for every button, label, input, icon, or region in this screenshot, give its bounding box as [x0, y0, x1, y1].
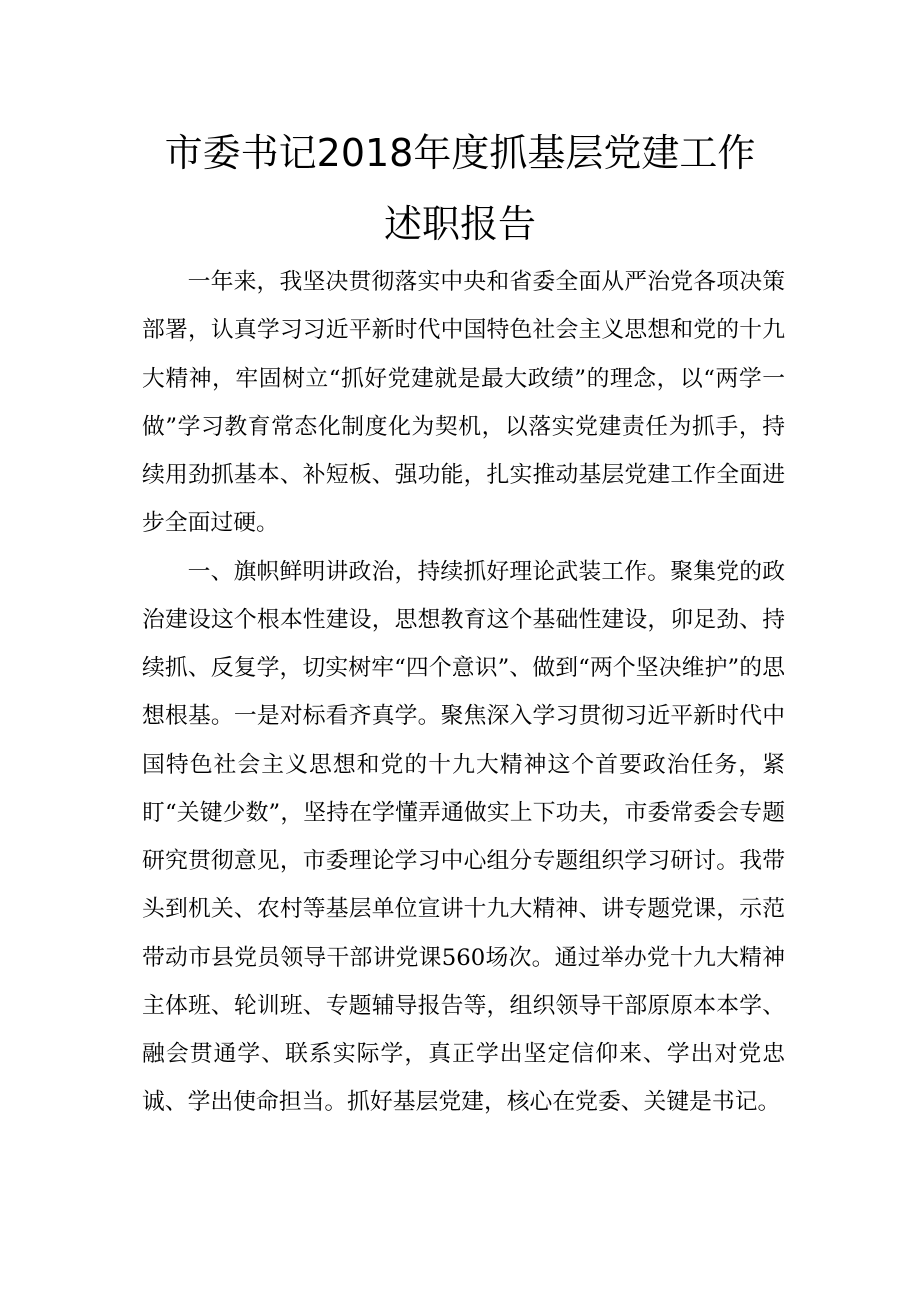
paragraph-section-1: 一、旗帜鲜明讲政治，持续抓好理论武装工作。聚集党的政治建设这个根本性建设，思想教育这个基础性建设，卯足劲、持续抓、反复学，切实树牢“四个意识”、做到“两个坚决维护”的思想根基。一是对标看齐真学。聚焦深入学习贯彻习近平新时代中国特色社会主义思想和党的十九大精神这个首要政治任务，紧盯“关键少数”，坚持在学懂弄通做实上下功夫，市委常委会专题研究贯彻意见，市委理论学习中心组分专题组织学习研讨。我带头到机关、农村等基层单位宣讲十九大精神、讲专题党课，示范带动市县党员领导干部讲党课560场次。通过举办党十九大精神主体班、轮训班、专题辅导报告等，组织领导干部原原本本学、融会贯通学、联系实际学，真正学出坚定信仰来、学出对党忠诚、学出使命担当。抓好基层党建，核心在党委、关键是书记。: [142, 558, 785, 1116]
document-body: [142, 258, 785, 1127]
document-title-line-2: 述职报告: [383, 202, 536, 246]
document-title-line-1: 市委书记2018年度抓基层党建工作: [164, 131, 756, 175]
paragraph-intro: 一年来，我坚决贯彻落实中央和省委全面从严治党各项决策部署，认真学习习近平新时代中国特色社会主义思想和党的十九大精神，牢固树立“抓好党建就是最大政绩”的理念，以“两学一做”学习教育常态化制度化为契机，以落实党建责任为抓手，持续用劲抓基本、补短板、强功能，扎实推动基层党建工作全面进步全面过硬。: [142, 269, 785, 537]
